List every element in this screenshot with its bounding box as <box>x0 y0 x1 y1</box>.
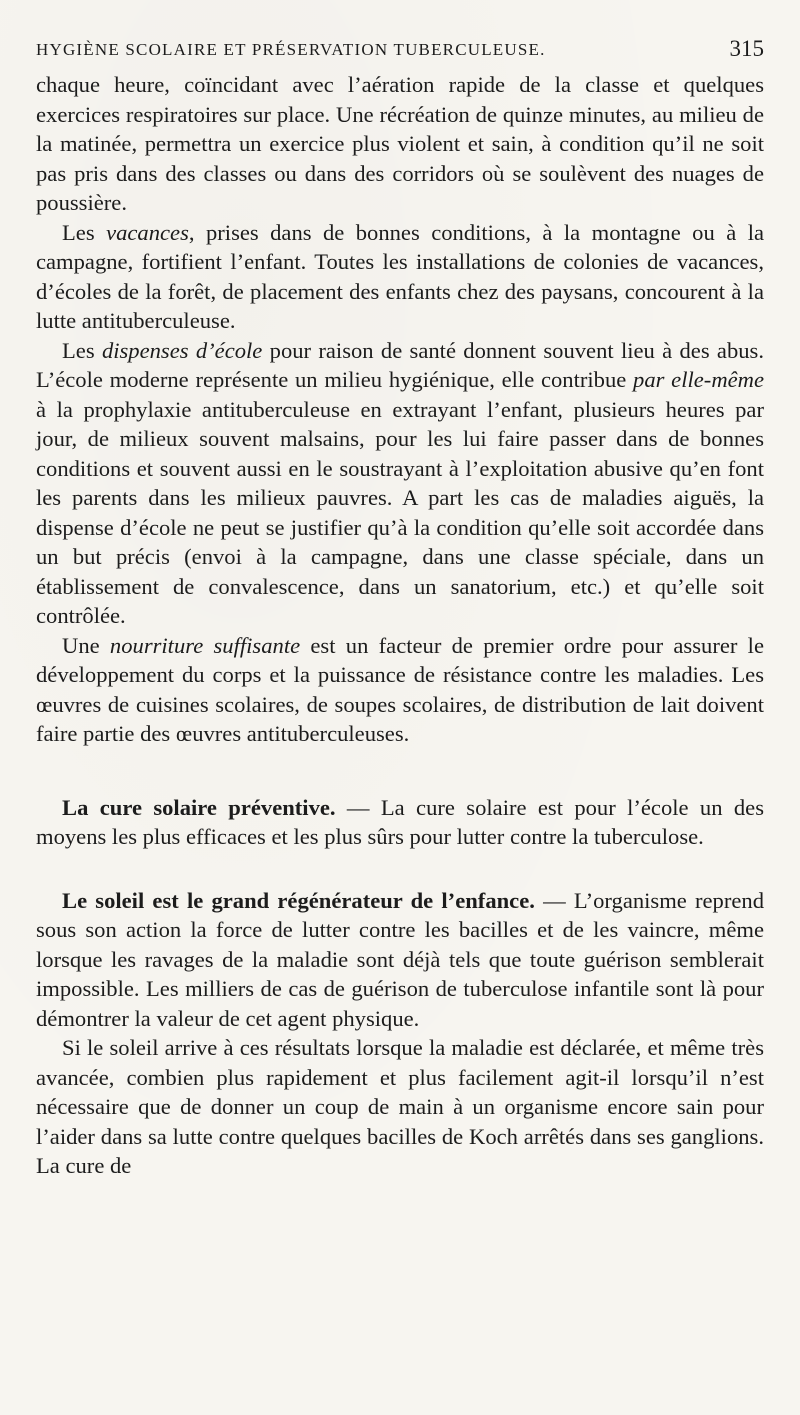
paragraph-resultats-text: Si le soleil arrive à ces résultats lorsque la maladie est déclarée, et même très avancée, combien plus rapidement et plus facilement agit-il lorsqu’il n’est nécessaire que de donner un coup de main à un organisme encore sain pour l’aider dans sa lutte contre quelques bacilles de Koch arrêtés dans ses ganglions. La cure de <box>36 1035 764 1178</box>
section-spacer <box>36 852 764 886</box>
emphasis-vacances: vacances <box>106 219 189 245</box>
emphasis-dispenses: dispenses d’école <box>101 337 263 363</box>
paragraph-dispenses-mid: pour raison de santé donnent souvent lieu à des abus. L’école moderne représente un milieu hygiénique, elle contribue <box>36 337 764 392</box>
section-heading-cure-solaire: La cure solaire préventive. <box>62 794 336 820</box>
paragraph-vacances-text: , prises dans de bonnes conditions, à la montagne ou à la campagne, fortifient l’enfant. Toutes les installations de colonies de vacances, d’écoles de la forêt, de placement des enfants chez des paysans, concourent à la lutte antituberculeuse. <box>36 219 764 333</box>
paragraph-soleil-text: — L’organisme reprend sous son action la force de lutter contre les bacilles et de les vaincre, même lorsque les ravages de la maladie sont déjà tels que toute guérison semblerait impossible. Les milliers de cas de guérison de tuberculose infantile sont là pour démontrer la valeur de cet agent physique. <box>36 887 764 1031</box>
page-header <box>36 36 764 66</box>
paragraph-dispenses <box>36 336 764 631</box>
paragraph-cure-solaire <box>36 793 764 852</box>
emphasis-par-elle-meme: par elle-même <box>633 367 765 392</box>
paragraph-1-text: chaque heure, coïncidant avec l’aération rapide de la classe et quelques exercices respiratoires sur place. Une récréation de quinze minutes, au milieu de la matinée, permettra un exercice plus violent et sain, à condition qu’il ne soit pas pris dans des classes ou dans des corridors où se soulèvent des nuages de poussière. <box>36 72 764 215</box>
section-spacer <box>36 749 764 793</box>
page-number: 315 <box>729 36 764 61</box>
paragraph-1 <box>36 70 764 218</box>
section-heading-soleil: Le soleil est le grand régénérateur de l’enfance. <box>62 887 535 913</box>
body-text <box>36 70 764 1181</box>
paragraph-resultats <box>36 1033 764 1181</box>
paragraph-cure-solaire-text: — La cure solaire est pour l’école un des moyens les plus efficaces et les plus sûrs pour lutter contre la tuberculose. <box>36 794 764 849</box>
paragraph-dispenses-text: à la prophylaxie antituberculeuse en extrayant l’enfant, plusieurs heures par jour, de milieux souvent malsains, pour les lui faire passer dans de bonnes conditions et souvent aussi en le soustrayant à l’exploitation abusive qu’en font les parents dans les milieux pauvres. A part les cas de maladies aiguës, la dispense d’école ne peut se justifier qu’à la condition qu’elle soit accordée dans un but précis (envoi à la campagne, dans une classe spéciale, dans un établissement de convalescence, dans un sanatorium, etc.) et qu’elle soit contrôlée. <box>36 396 764 628</box>
paragraph-nourriture <box>36 631 764 749</box>
paragraph-nourriture-text: est un facteur de premier ordre pour assurer le développement du corps et la puissance de résistance contre les maladies. Les œuvres de cuisines scolaires, de soupes scolaires, de distribution de lait doivent faire partie des œuvres antituberculeuses. <box>36 632 764 746</box>
paragraph-soleil <box>36 886 764 1034</box>
emphasis-nourriture: nourriture suffisante <box>109 632 301 658</box>
paragraph-vacances <box>36 218 764 336</box>
running-title: HYGIÈNE SCOLAIRE ET PRÉSERVATION TUBERCULEUSE. <box>36 40 546 59</box>
paragraph-nourriture-lead: Une <box>62 632 110 658</box>
paragraph-vacances-lead: Les <box>62 219 107 245</box>
paragraph-dispenses-lead: Les <box>62 337 102 363</box>
